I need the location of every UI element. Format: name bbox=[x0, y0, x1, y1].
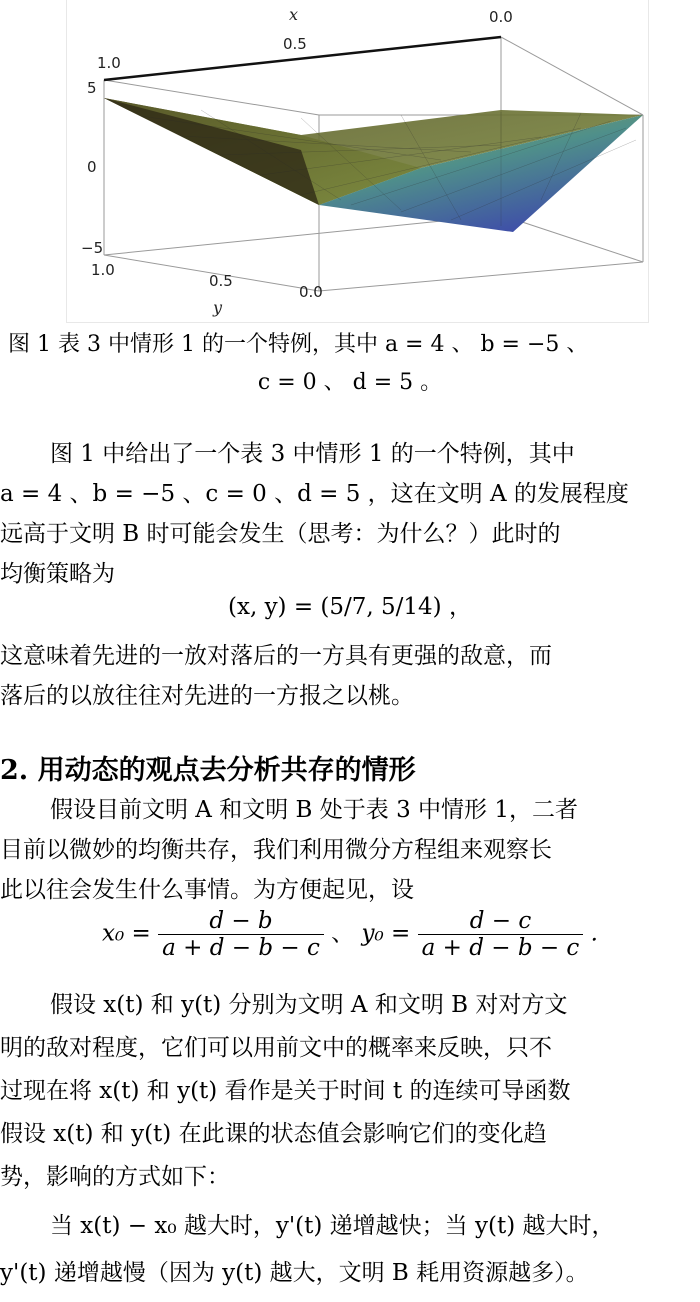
tick-y-1-0: 1.0 bbox=[91, 261, 115, 279]
paragraph-rules bbox=[0, 1203, 700, 1297]
caption-line-2: c = 0 、 d = 5 。 bbox=[257, 370, 443, 395]
paragraph-line: 远高于文明 B 时可能会发生（思考：为什么？）此时的 bbox=[0, 521, 561, 547]
paragraph-line: 图 1 中给出了一个表 3 中情形 1 的一个特例，其中 bbox=[50, 441, 575, 467]
caption-line-1: 图 1 表 3 中情形 1 的一个特例，其中 a = 4 、 b = −5 、 bbox=[8, 332, 589, 357]
paragraph-line: 当 x(t) − x₀ 越大时，y'(t) 递增越快；当 y(t) 越大时， bbox=[50, 1213, 615, 1239]
paragraph-line: 明的敌对程度，它们可以用前文中的概率来反映，只不 bbox=[0, 1035, 552, 1061]
surface-plot-svg bbox=[1, 0, 700, 330]
x0-lhs: x₀ = bbox=[102, 920, 151, 947]
tick-z-5: 5 bbox=[87, 79, 97, 97]
paragraph-line: 此以往会发生什么事情。为方便起见，设 bbox=[0, 877, 414, 903]
paragraph-line: a = 4 、b = −5 、c = 0 、d = 5 ，这在文明 A 的发展程度 bbox=[0, 481, 629, 507]
definition-equation bbox=[0, 908, 700, 961]
paragraph-example bbox=[0, 434, 700, 594]
axis-x-name: x bbox=[289, 5, 299, 24]
paragraph-line: 假设 x(t) 和 y(t) 在此课的状态值会影响它们的变化趋 bbox=[0, 1121, 547, 1147]
x0-denominator: a + d − b − c bbox=[158, 934, 324, 961]
tick-y-0-5: 0.5 bbox=[209, 272, 233, 290]
x0-numerator: d − b bbox=[209, 908, 273, 934]
equation-end: . bbox=[590, 920, 598, 947]
tick-x-0-5: 0.5 bbox=[283, 35, 307, 53]
axis-y-name: y bbox=[213, 298, 223, 317]
surface bbox=[104, 98, 643, 232]
paragraph-line: 目前以微妙的均衡共存，我们利用微分方程组来观察长 bbox=[0, 837, 552, 863]
paragraph-line: 假设 x(t) 和 y(t) 分别为文明 A 和文明 B 对对方文 bbox=[50, 992, 568, 1018]
y0-fraction bbox=[418, 908, 584, 961]
tick-z-neg5: −5 bbox=[81, 239, 104, 257]
paragraph-line: 势，影响的方式如下： bbox=[0, 1164, 230, 1190]
separator: 、 bbox=[331, 920, 355, 947]
x0-fraction bbox=[158, 908, 324, 961]
paragraph-assumption bbox=[0, 790, 700, 910]
paragraph-line: 均衡策略为 bbox=[0, 561, 115, 587]
paragraph-line: y'(t) 递增越慢（因为 y(t) 越大，文明 B 耗用资源越多）。 bbox=[0, 1260, 589, 1286]
section-heading: 2. 用动态的观点去分析共存的情形 bbox=[0, 755, 416, 786]
tick-x-0-0: 0.0 bbox=[489, 8, 513, 26]
tick-z-0: 0 bbox=[87, 158, 97, 176]
paragraph-line: 落后的以放往往对先进的一方报之以桃。 bbox=[0, 683, 414, 709]
paragraph-meaning bbox=[0, 636, 700, 716]
paragraph-functions bbox=[0, 984, 700, 1199]
paragraph-line: 过现在将 x(t) 和 y(t) 看作是关于时间 t 的连续可导函数 bbox=[0, 1078, 571, 1104]
tick-y-0-0: 0.0 bbox=[299, 283, 323, 301]
y0-numerator: d − c bbox=[469, 908, 532, 934]
figure-caption bbox=[0, 326, 700, 402]
equilibrium-equation: (x, y) = (5/7, 5/14) ， bbox=[228, 594, 472, 620]
paragraph-line: 假设目前文明 A 和文明 B 处于表 3 中情形 1，二者 bbox=[50, 797, 578, 823]
y0-denominator: a + d − b − c bbox=[418, 934, 584, 961]
paragraph-line: 这意味着先进的一放对落后的一方具有更强的敌意，而 bbox=[0, 643, 552, 669]
surface-plot-figure bbox=[66, 0, 649, 323]
tick-corner-1-0: 1.0 bbox=[97, 54, 121, 72]
y0-lhs: y₀ = bbox=[361, 920, 411, 947]
